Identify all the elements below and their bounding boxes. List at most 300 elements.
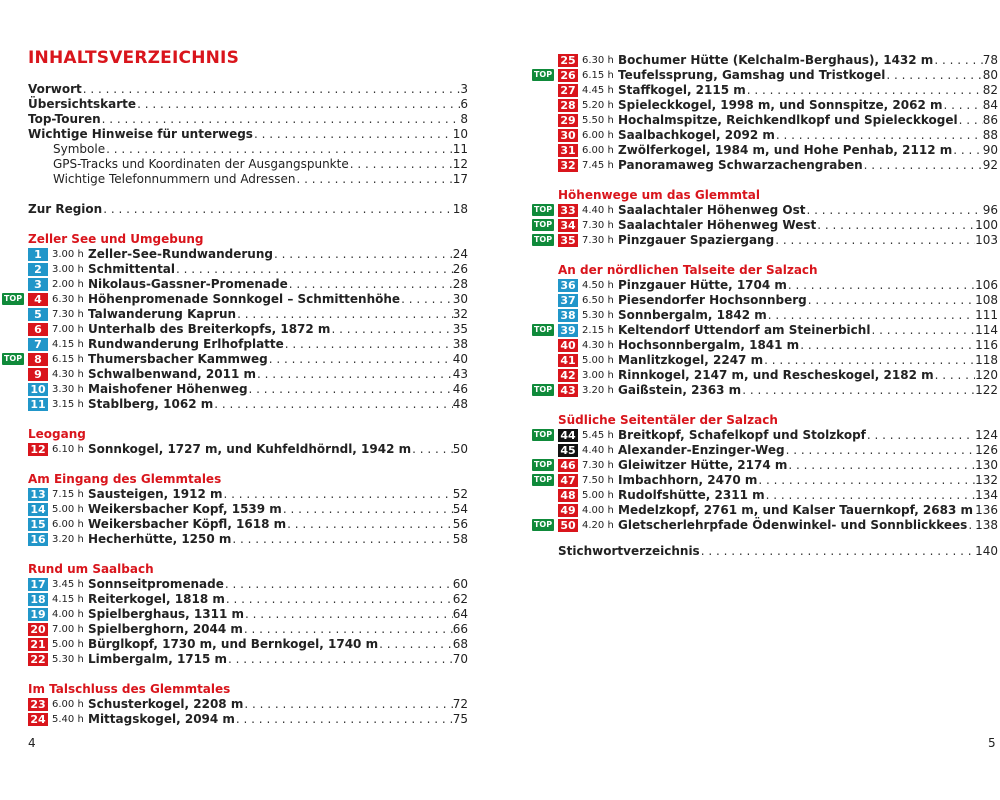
tour-name: Unterhalb des Breiterkopfs, 1872 m [88,322,331,336]
leader-dots [775,128,983,143]
leader-dots [378,637,453,652]
tour-number: 22 [28,653,48,666]
leader-dots [227,652,453,667]
leader-dots [231,532,452,547]
leader-dots [268,352,453,367]
tour-name: Rudolfshütte, 2311 m [618,488,765,502]
leader-dots [248,382,453,397]
tour-number: 27 [558,84,578,97]
tour-name: Mittagskogel, 2094 m [88,712,235,726]
tour-entry[interactable] [28,307,468,322]
tour-page: 136 [975,503,998,517]
leader-dots [101,112,461,127]
tour-page: 90 [982,143,998,157]
tour-entry[interactable] [558,113,998,128]
section-title: Leogang [28,427,86,441]
tour-number: 9 [28,368,48,381]
tour-name: Weikersbacher Kopf, 1539 m [88,502,282,516]
tour-entry[interactable] [533,518,998,533]
tour-number: 25 [558,54,578,67]
tour-name: Saalbachkogel, 2092 m [618,128,775,142]
toc-entry-label: Stichwortverzeichnis [558,544,700,558]
tour-entry[interactable] [533,428,998,443]
tour-page: 122 [975,383,998,397]
tour-page: 28 [452,277,468,291]
page-title: INHALTSVERZEICHNIS [28,48,240,68]
tour-name: Zwölferkogel, 1984 m, und Hohe Penhab, 2112 m [618,143,953,157]
tour-entry[interactable] [558,158,998,173]
spacer [28,667,468,682]
tour-duration: 6.10 h [52,444,84,455]
tour-duration: 3.45 h [52,579,84,590]
tour-entry[interactable] [533,323,998,338]
toc-entry-page: 11 [452,142,468,156]
tour-number: 20 [28,623,48,636]
tour-entry[interactable] [533,68,998,83]
tour-duration: 5.00 h [582,355,614,366]
leader-dots [785,443,976,458]
tour-entry[interactable] [28,442,468,457]
tour-page: 138 [975,518,998,532]
toc-entry-label: Übersichtskarte [28,97,137,111]
tour-duration: 5.45 h [582,430,614,441]
tour-name: Maishofener Höhenweg [88,382,248,396]
tour-entry[interactable] [558,488,998,503]
tour-page: 26 [452,262,468,276]
tour-duration: 6.50 h [582,295,614,306]
tour-page: 120 [975,368,998,382]
tour-name: Sonnseitpromenade [88,577,224,591]
tour-entry[interactable] [28,607,468,622]
leader-dots [284,337,453,352]
tour-duration: 7.30 h [582,460,614,471]
leader-dots [243,622,453,637]
top-tour-badge: TOP [533,235,553,244]
leader-dots [244,607,453,622]
tour-page: 114 [975,323,998,337]
tour-page: 92 [982,158,998,172]
top-tour-badge: TOP [533,325,553,334]
tour-entry[interactable] [28,517,468,532]
tour-duration: 5.30 h [582,310,614,321]
tour-entry[interactable] [28,247,468,262]
tour-number: 6 [28,323,48,336]
leader-dots [700,544,975,559]
tour-entry[interactable] [28,637,468,652]
tour-page: 103 [975,233,998,247]
tour-page: 54 [452,502,468,516]
tour-entry[interactable] [558,293,998,308]
tour-number: 42 [558,369,578,382]
tour-number: 37 [558,294,578,307]
tour-duration: 4.20 h [582,520,614,531]
top-tour-badge: TOP [533,385,553,394]
tour-page: 80 [982,68,998,82]
tour-duration: 6.00 h [582,145,614,156]
tour-page: 70 [452,652,468,666]
left-page [3,0,468,800]
leader-dots [741,383,975,398]
toc-entry-page: 12 [452,157,468,171]
tour-page: 100 [975,218,998,232]
tour-number: 43 [558,384,578,397]
toc-entry[interactable] [558,544,998,559]
tour-name: Spielberghaus, 1311 m [88,607,244,621]
tour-duration: 6.30 h [582,55,614,66]
leader-dots [767,308,975,323]
tour-page: 64 [452,607,468,621]
leader-dots [934,368,975,383]
tour-name: Gaißstein, 2363 m [618,383,742,397]
spacer [28,412,468,427]
tour-number: 19 [28,608,48,621]
tour-page: 106 [975,278,998,292]
tour-number: 34 [558,219,578,232]
tour-entry[interactable] [28,622,468,637]
tour-name: Bochumer Hütte (Kelchalm-Berghaus), 1432 m [618,53,934,67]
tour-page: 35 [452,322,468,336]
tour-number: 48 [558,489,578,502]
leader-dots [765,488,975,503]
tour-number: 8 [28,353,48,366]
tour-entry[interactable] [3,292,468,307]
page-number-left: 4 [28,736,36,750]
tour-number: 50 [558,519,578,532]
tour-duration: 6.00 h [52,699,84,710]
tour-entry[interactable] [558,368,998,383]
tour-number: 46 [558,459,578,472]
top-tour-badge: TOP [533,70,553,79]
leader-dots [933,53,982,68]
tour-name: Limbergalm, 1715 m [88,652,228,666]
spacer [28,457,468,472]
leader-dots [224,577,453,592]
tour-page: 24 [452,247,468,261]
leader-dots [288,277,453,292]
tour-name: Hecherhütte, 1250 m [88,532,232,546]
tour-page: 66 [452,622,468,636]
tour-entry[interactable] [558,83,998,98]
tour-number: 16 [28,533,48,546]
tour-duration: 6.00 h [52,519,84,530]
top-tour-badge: TOP [3,354,23,363]
tour-entry[interactable] [558,338,998,353]
tour-entry[interactable] [28,277,468,292]
toc-entry-label: Vorwort [28,82,82,96]
tour-name: Sonnbergalm, 1842 m [618,308,767,322]
tour-entry[interactable] [28,697,468,712]
leader-dots [942,98,982,113]
leader-dots [805,203,982,218]
toc-entry-label: Symbole [53,142,106,156]
tour-page: 132 [975,473,998,487]
tour-page: 52 [452,487,468,501]
tour-number: 14 [28,503,48,516]
tour-page: 126 [975,443,998,457]
tour-name: Schmittental [88,262,176,276]
tour-page: 75 [452,712,468,726]
tour-entry[interactable] [28,592,468,607]
tour-duration: 7.00 h [52,624,84,635]
tour-number: 47 [558,474,578,487]
tour-entry[interactable] [28,652,468,667]
tour-entry[interactable] [558,308,998,323]
section-title: Zeller See und Umgebung [28,232,204,246]
tour-duration: 6.15 h [52,354,84,365]
tour-entry[interactable] [3,352,468,367]
leader-dots [105,142,453,157]
leader-dots [295,172,452,187]
tour-duration: 7.50 h [582,475,614,486]
page-number-right: 5 [988,736,996,750]
tour-number: 36 [558,279,578,292]
tour-number: 24 [28,713,48,726]
tour-number: 31 [558,144,578,157]
tour-page: 108 [975,293,998,307]
top-tour-badge: TOP [533,205,553,214]
toc-entry-label: Top-Touren [28,112,101,126]
tour-entry[interactable] [533,203,998,218]
toc-entry-page: 6 [460,97,468,111]
leader-dots [863,158,983,173]
toc-entry-label: Wichtige Hinweise für unterwegs [28,127,253,141]
leader-dots [807,293,975,308]
index-entry [558,544,998,559]
leader-dots [816,218,975,233]
tour-number: 11 [28,398,48,411]
tour-page: 38 [452,337,468,351]
tour-name: Höhenpromenade Sonnkogel – Schmittenhöhe [88,292,401,306]
tour-duration: 7.30 h [52,309,84,320]
tour-page: 58 [452,532,468,546]
tour-entry[interactable] [533,473,998,488]
toc-entry[interactable] [28,202,468,217]
tour-name: Manlitzkogel, 2247 m [618,353,764,367]
toc-entry[interactable] [28,82,468,97]
tour-page: 124 [975,428,998,442]
tour-entry[interactable] [533,383,998,398]
tour-entry[interactable] [558,98,998,113]
tour-entry[interactable] [28,382,468,397]
tour-entry[interactable] [28,397,468,412]
tour-duration: 3.00 h [52,249,84,260]
tour-name: Sausteigen, 1912 m [88,487,223,501]
tour-name: Stablberg, 1062 m [88,397,214,411]
tour-number: 4 [28,293,48,306]
tour-entry[interactable] [558,143,998,158]
toc-entry-page: 10 [452,127,468,141]
tour-number: 26 [558,69,578,82]
tour-duration: 3.20 h [582,385,614,396]
tour-name: Alexander-Enzinger-Weg [618,443,785,457]
tour-entry[interactable] [558,53,998,68]
tour-entry[interactable] [28,337,468,352]
tour-duration: 4.15 h [52,339,84,350]
leader-dots [136,97,460,112]
tour-page: 130 [975,458,998,472]
tour-page: 40 [452,352,468,366]
tour-entry[interactable] [28,487,468,502]
leader-dots [885,68,982,83]
leader-dots [235,712,453,727]
tour-name: Pinzgauer Spaziergang [618,233,775,247]
tour-duration: 4.40 h [582,205,614,216]
tour-number: 38 [558,309,578,322]
tour-page: 111 [975,308,998,322]
tour-name: Schwalbenwand, 2011 m [88,367,256,381]
tour-entry[interactable] [558,128,998,143]
leader-dots [213,397,452,412]
tour-duration: 5.30 h [52,654,84,665]
leader-dots [774,233,975,248]
tour-duration: 6.30 h [52,294,84,305]
tour-entry[interactable] [28,367,468,382]
toc-entry[interactable] [28,112,468,127]
leader-dots [870,323,975,338]
tour-number: 5 [28,308,48,321]
tour-name: Zeller-See-Rundwanderung [88,247,273,261]
toc-entry[interactable] [28,127,468,142]
tour-page: 46 [452,382,468,396]
tour-duration: 4.00 h [582,505,614,516]
tour-duration: 5.00 h [582,490,614,501]
tour-entry[interactable] [28,712,468,727]
leader-dots [757,473,975,488]
top-tour-badge: TOP [533,460,553,469]
leader-dots [967,518,975,533]
tour-entry[interactable] [558,443,998,458]
tour-name: Schusterkogel, 2208 m [88,697,244,711]
tour-number: 33 [558,204,578,217]
tour-duration: 3.15 h [52,399,84,410]
tour-name: Talwanderung Kaprun [88,307,237,321]
tour-duration: 5.50 h [582,115,614,126]
tour-duration: 4.00 h [52,609,84,620]
tour-duration: 7.30 h [582,235,614,246]
tour-entry[interactable] [28,532,468,547]
tour-name: Rundwanderung Erlhofplatte [88,337,284,351]
tour-entry[interactable] [533,218,998,233]
top-tour-badge: TOP [533,430,553,439]
leader-dots [286,517,453,532]
leader-dots [952,143,982,158]
toc-entry[interactable] [28,142,468,157]
tour-number: 41 [558,354,578,367]
tour-name: Thumersbacher Kammweg [88,352,268,366]
tour-duration: 3.30 h [52,384,84,395]
tour-name: Saalachtaler Höhenweg Ost [618,203,806,217]
tour-name: Rinnkogel, 2147 m, und Rescheskogel, 2182 m [618,368,934,382]
tour-name: Hochsonnbergalm, 1841 m [618,338,800,352]
tour-entry[interactable] [28,502,468,517]
tour-entry[interactable] [558,278,998,293]
tour-page: 43 [452,367,468,381]
leader-dots [763,353,975,368]
tour-page: 84 [982,98,998,112]
tour-number: 39 [558,324,578,337]
left-sections [3,232,468,727]
spacer [558,398,998,413]
toc-entry[interactable] [28,97,468,112]
tour-duration: 3.20 h [52,534,84,545]
leader-dots [958,113,983,128]
tour-number: 45 [558,444,578,457]
tour-entry[interactable] [558,503,998,518]
tour-number: 35 [558,234,578,247]
tour-entry[interactable] [558,353,998,368]
region-entry [28,202,468,217]
section-title: Am Eingang des Glemmtales [28,472,222,486]
right-sections [533,53,998,533]
tour-number: 40 [558,339,578,352]
toc-entry-label: GPS-Tracks und Koordinaten der Ausgangspunkte [53,157,349,171]
tour-duration: 3.00 h [52,264,84,275]
tour-page: 86 [982,113,998,127]
section-title: Höhenwege um das Glemmtal [558,188,760,202]
tour-duration: 4.30 h [582,340,614,351]
leader-dots [256,367,453,382]
leader-dots [866,428,975,443]
spacer [558,173,998,188]
tour-duration: 7.00 h [52,324,84,335]
tour-duration: 2.00 h [52,279,84,290]
spacer [558,248,998,263]
tour-name: Pinzgauer Hütte, 1704 m [618,278,787,292]
tour-name: Reiterkogel, 1818 m [88,592,225,606]
tour-duration: 5.40 h [52,714,84,725]
tour-entry[interactable] [28,577,468,592]
tour-entry[interactable] [533,458,998,473]
top-tour-badge: TOP [533,220,553,229]
tour-duration: 5.20 h [582,100,614,111]
tour-entry[interactable] [28,262,468,277]
tour-name: Gleiwitzer Hütte, 2174 m [618,458,788,472]
tour-name: Staffkogel, 2115 m [618,83,746,97]
tour-name: Panoramaweg Schwarzachengraben [618,158,863,172]
leader-dots [102,202,453,217]
tour-duration: 7.45 h [582,160,614,171]
leader-dots [400,292,453,307]
tour-page: 48 [452,397,468,411]
tour-entry[interactable] [28,322,468,337]
spacer [28,547,468,562]
tour-number: 12 [28,443,48,456]
right-page [533,0,998,800]
tour-name: Piesendorfer Hochsonnberg [618,293,807,307]
tour-name: Teufelssprung, Gamshag und Tristkogel [618,68,886,82]
leader-dots [349,157,453,172]
tour-number: 7 [28,338,48,351]
tour-duration: 3.00 h [582,370,614,381]
tour-name: Breitkopf, Schafelkopf und Stolzkopf [618,428,866,442]
tour-entry[interactable] [533,233,998,248]
tour-number: 2 [28,263,48,276]
tour-duration: 4.30 h [52,369,84,380]
tour-page: 72 [452,697,468,711]
tour-duration: 4.45 h [582,85,614,96]
intro-entries [28,82,468,187]
leader-dots [273,247,453,262]
leader-dots [799,338,975,353]
tour-name: Saalachtaler Höhenweg West [618,218,817,232]
toc-entry-page: 140 [975,544,998,558]
tour-number: 23 [28,698,48,711]
toc-entry[interactable] [28,172,468,187]
tour-name: Nikolaus-Gassner-Promenade [88,277,288,291]
toc-entry[interactable] [28,157,468,172]
tour-name: Spieleckkogel, 1998 m, und Sonnspitze, 2062 m [618,98,943,112]
toc-entry-page: 3 [460,82,468,96]
